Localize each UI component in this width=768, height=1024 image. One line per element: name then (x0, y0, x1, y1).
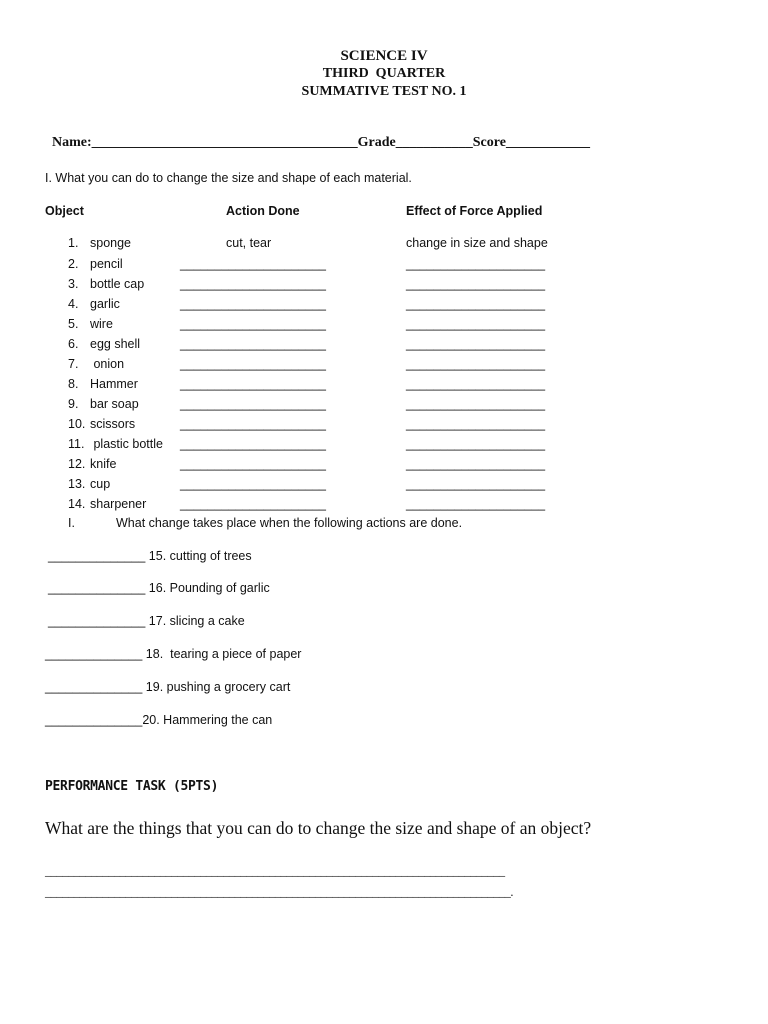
row-effect-blank[interactable]: ____________________ (406, 437, 546, 451)
table-row (0, 357, 768, 377)
list-item[interactable]: ______________20. Hammering the can (45, 713, 273, 727)
student-info-line (45, 119, 590, 151)
row-effect-blank[interactable]: ____________________ (406, 277, 546, 291)
row-action-blank[interactable]: _____________________ (180, 357, 326, 371)
list-item[interactable]: ______________ 17. slicing a cake (48, 614, 245, 628)
row-effect-blank[interactable]: ____________________ (406, 257, 546, 271)
row-object: bottle cap (90, 277, 145, 291)
row-object: scissors (90, 417, 136, 431)
row-object: plastic bottle (90, 437, 163, 451)
table-row (0, 277, 768, 297)
grade-label: Grade (357, 135, 396, 150)
table-row (0, 417, 768, 437)
list-item[interactable]: ______________ 16. Pounding of garlic (48, 581, 270, 595)
row-action-blank[interactable]: _____________________ (180, 477, 326, 491)
row-action-blank[interactable]: _____________________ (180, 417, 326, 431)
table-row (0, 257, 768, 277)
row-number: 5. (68, 317, 79, 331)
row-number: 6. (68, 337, 79, 351)
row-object: pencil (90, 257, 123, 271)
performance-task-question: What are the things that you can do to change the size and shape of an object? (45, 818, 592, 838)
name-field[interactable]: ______________________________________ (91, 135, 358, 150)
quarter-heading: THIRD QUARTER (322, 66, 446, 81)
performance-task-heading: PERFORMANCE TASK (5PTS) (45, 779, 219, 794)
row-number: 14. (68, 497, 86, 511)
row-effect-blank[interactable]: ____________________ (406, 317, 546, 331)
row-object: sharpener (90, 497, 147, 511)
list-item[interactable]: ______________ 19. pushing a grocery cart (45, 680, 291, 694)
part2-instruction: What change takes place when the following actions are done. (116, 516, 463, 530)
column-header-object: Object (45, 204, 84, 218)
answer-line-2[interactable]: _________________________________________________________________________________. (45, 885, 514, 899)
row-number: 7. (68, 357, 79, 371)
row-number: 10. (68, 417, 86, 431)
row-effect: change in size and shape (406, 236, 548, 250)
row-number: 2. (68, 257, 79, 271)
row-effect-blank[interactable]: ____________________ (406, 457, 546, 471)
row-action-blank[interactable]: _____________________ (180, 457, 326, 471)
row-effect-blank[interactable]: ____________________ (406, 397, 546, 411)
row-number: 13. (68, 477, 86, 491)
list-item[interactable]: ______________ 15. cutting of trees (48, 549, 252, 563)
row-effect-blank[interactable]: ____________________ (406, 357, 546, 371)
row-action: cut, tear (226, 236, 272, 250)
row-effect-blank[interactable]: ____________________ (406, 297, 546, 311)
table-row (0, 437, 768, 457)
score-field[interactable]: ____________ (505, 135, 590, 150)
row-object: Hammer (90, 377, 138, 391)
table-row (0, 236, 768, 256)
table-row (0, 457, 768, 477)
table-row (0, 317, 768, 337)
row-action-blank[interactable]: _____________________ (180, 397, 326, 411)
row-effect-blank[interactable]: ____________________ (406, 477, 546, 491)
row-object: sponge (90, 236, 132, 250)
score-label: Score (472, 135, 506, 150)
row-number: 12. (68, 457, 86, 471)
part1-instruction: I. What you can do to change the size and shape of each material. (45, 171, 412, 185)
row-action-blank[interactable]: _____________________ (180, 297, 326, 311)
row-number: 9. (68, 397, 79, 411)
row-effect-blank[interactable]: ____________________ (406, 497, 546, 511)
row-number: 11. (68, 437, 85, 451)
row-object: knife (90, 457, 117, 471)
table-row (0, 337, 768, 357)
answer-line-1[interactable]: ________________________________________________________________________________ (45, 864, 505, 878)
column-header-action: Action Done (226, 204, 300, 218)
name-label: Name: (52, 135, 92, 150)
row-object: garlic (90, 297, 120, 311)
column-header-effect: Effect of Force Applied (406, 204, 543, 218)
table-row (0, 497, 768, 517)
row-action-blank[interactable]: _____________________ (180, 437, 326, 451)
table-row (0, 397, 768, 417)
row-number: 3. (68, 277, 79, 291)
test-number-heading: SUMMATIVE TEST NO. 1 (301, 84, 467, 99)
test-title: SCIENCE IV (340, 48, 428, 64)
row-object: wire (90, 317, 113, 331)
row-action-blank[interactable]: _____________________ (180, 377, 326, 391)
row-object: egg shell (90, 337, 141, 351)
row-number: 1. (68, 236, 79, 250)
row-object: bar soap (90, 397, 139, 411)
row-object: cup (90, 477, 111, 491)
grade-field[interactable]: ___________ (395, 135, 473, 150)
row-effect-blank[interactable]: ____________________ (406, 337, 546, 351)
row-number: 8. (68, 377, 79, 391)
table-row (0, 477, 768, 497)
row-object: onion (90, 357, 125, 371)
row-action-blank[interactable]: _____________________ (180, 337, 326, 351)
list-item[interactable]: ______________ 18. tearing a piece of paper (45, 647, 302, 661)
row-action-blank[interactable]: _____________________ (180, 277, 326, 291)
table-row (0, 377, 768, 397)
row-effect-blank[interactable]: ____________________ (406, 377, 546, 391)
row-action-blank[interactable]: _____________________ (180, 497, 326, 511)
row-effect-blank[interactable]: ____________________ (406, 417, 546, 431)
row-action-blank[interactable]: _____________________ (180, 317, 326, 331)
row-action-blank[interactable]: _____________________ (180, 257, 326, 271)
row-number: 4. (68, 297, 79, 311)
table-row (0, 297, 768, 317)
part2-numeral: I. (68, 516, 75, 530)
